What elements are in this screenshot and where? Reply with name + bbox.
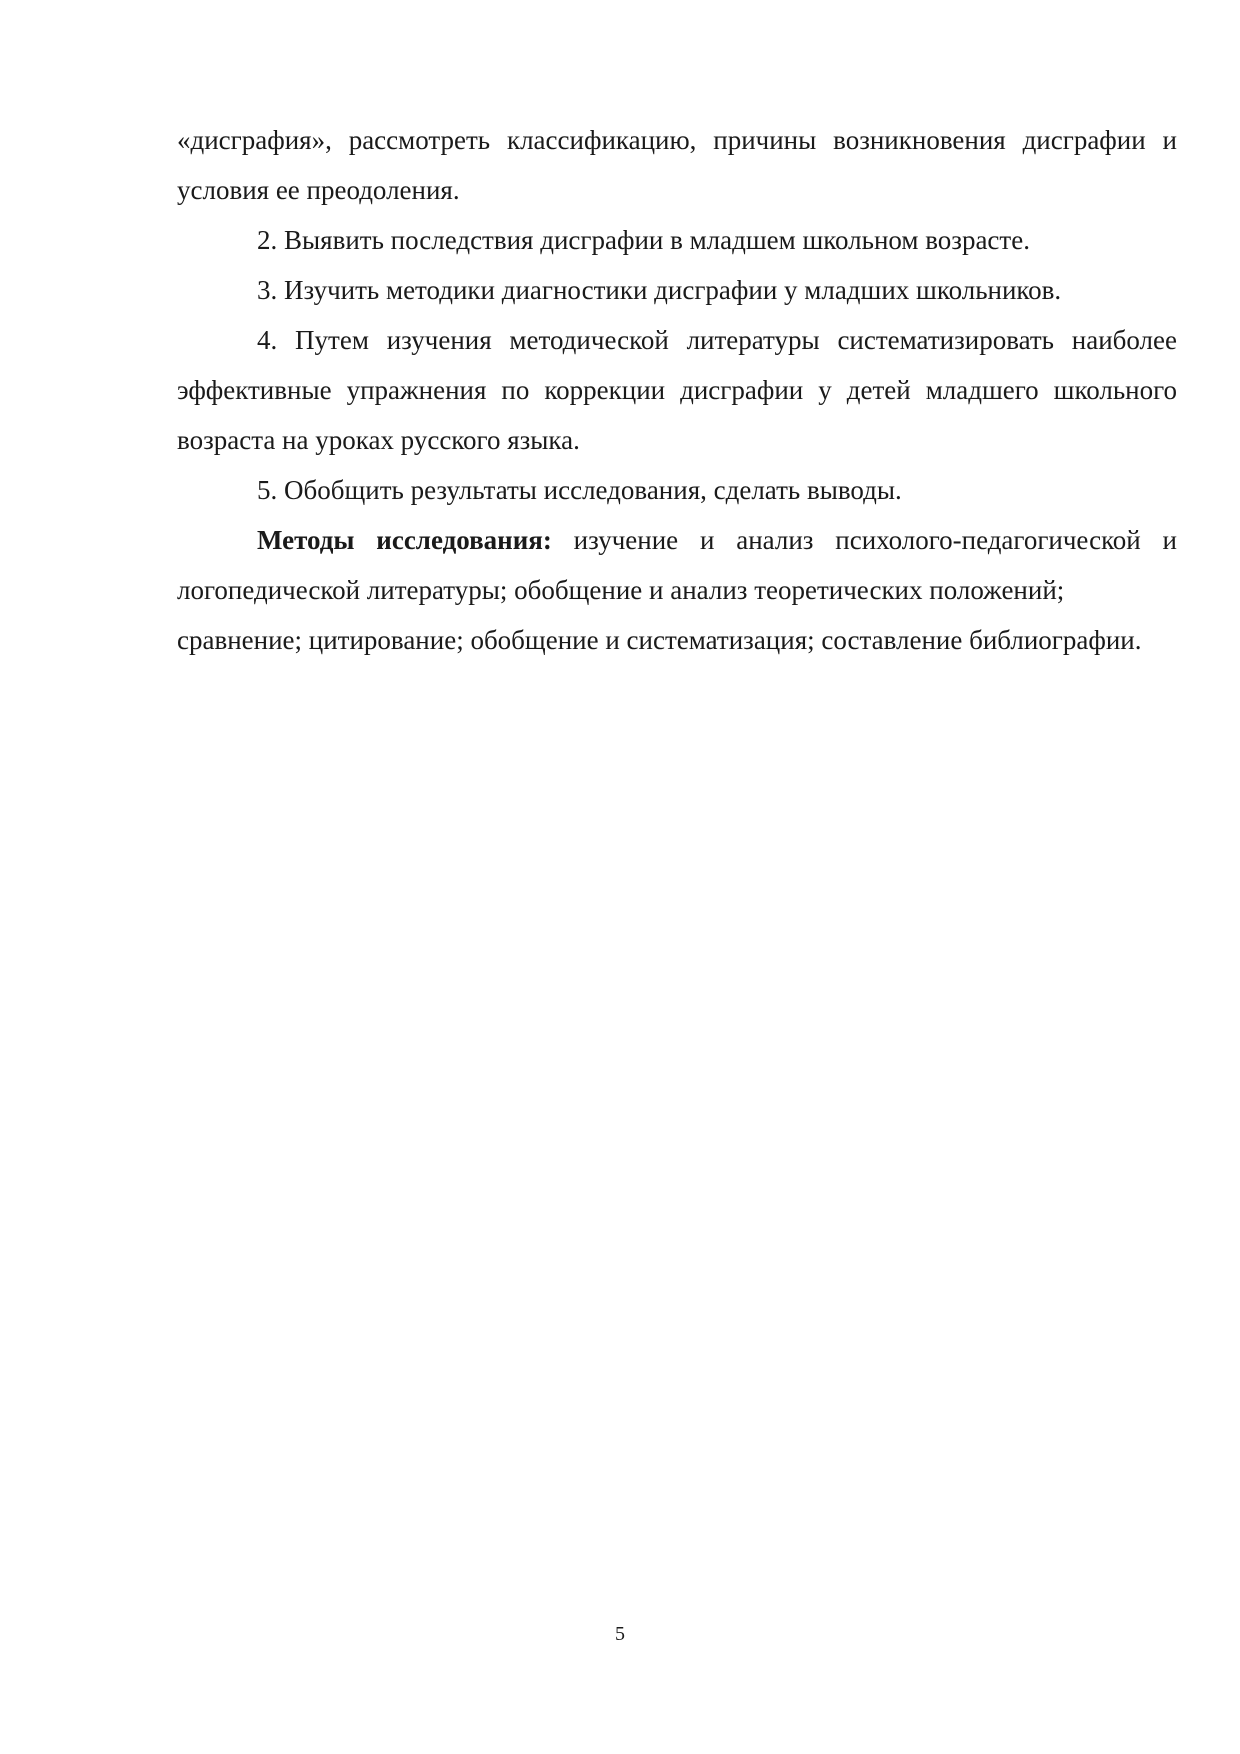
methods-label: Методы исследования: — [257, 525, 552, 555]
body-text — [177, 115, 1177, 665]
list-item-2: 2. Выявить последствия дисграфии в младшем школьном возрасте. — [257, 225, 1030, 255]
methods-paragraph-continued: сравнение; цитирование; обобщение и систематизация; составление библиографии. — [177, 625, 1142, 655]
page-number: 5 — [615, 1623, 625, 1645]
paragraph-intro: «дисграфия», рассмотреть классификацию, причины возникновения дисграфии и условия ее преодоления. — [177, 125, 1177, 205]
list-item-4: 4. Путем изучения методической литературы систематизировать наиболее эффективные упражнения по коррекции дисграфии у детей младшего школьного возраста на уроках русского языка. — [177, 325, 1177, 455]
methods-text-1: изучение и анализ психолого-педагогической и логопедической литературы; обобщение и анализ теоретических положений; — [177, 525, 1178, 605]
list-item-5: 5. Обобщить результаты исследования, сделать выводы. — [257, 475, 902, 505]
methods-paragraph — [177, 515, 1177, 615]
list-item-3: 3. Изучить методики диагностики дисграфии у младших школьников. — [257, 275, 1062, 305]
